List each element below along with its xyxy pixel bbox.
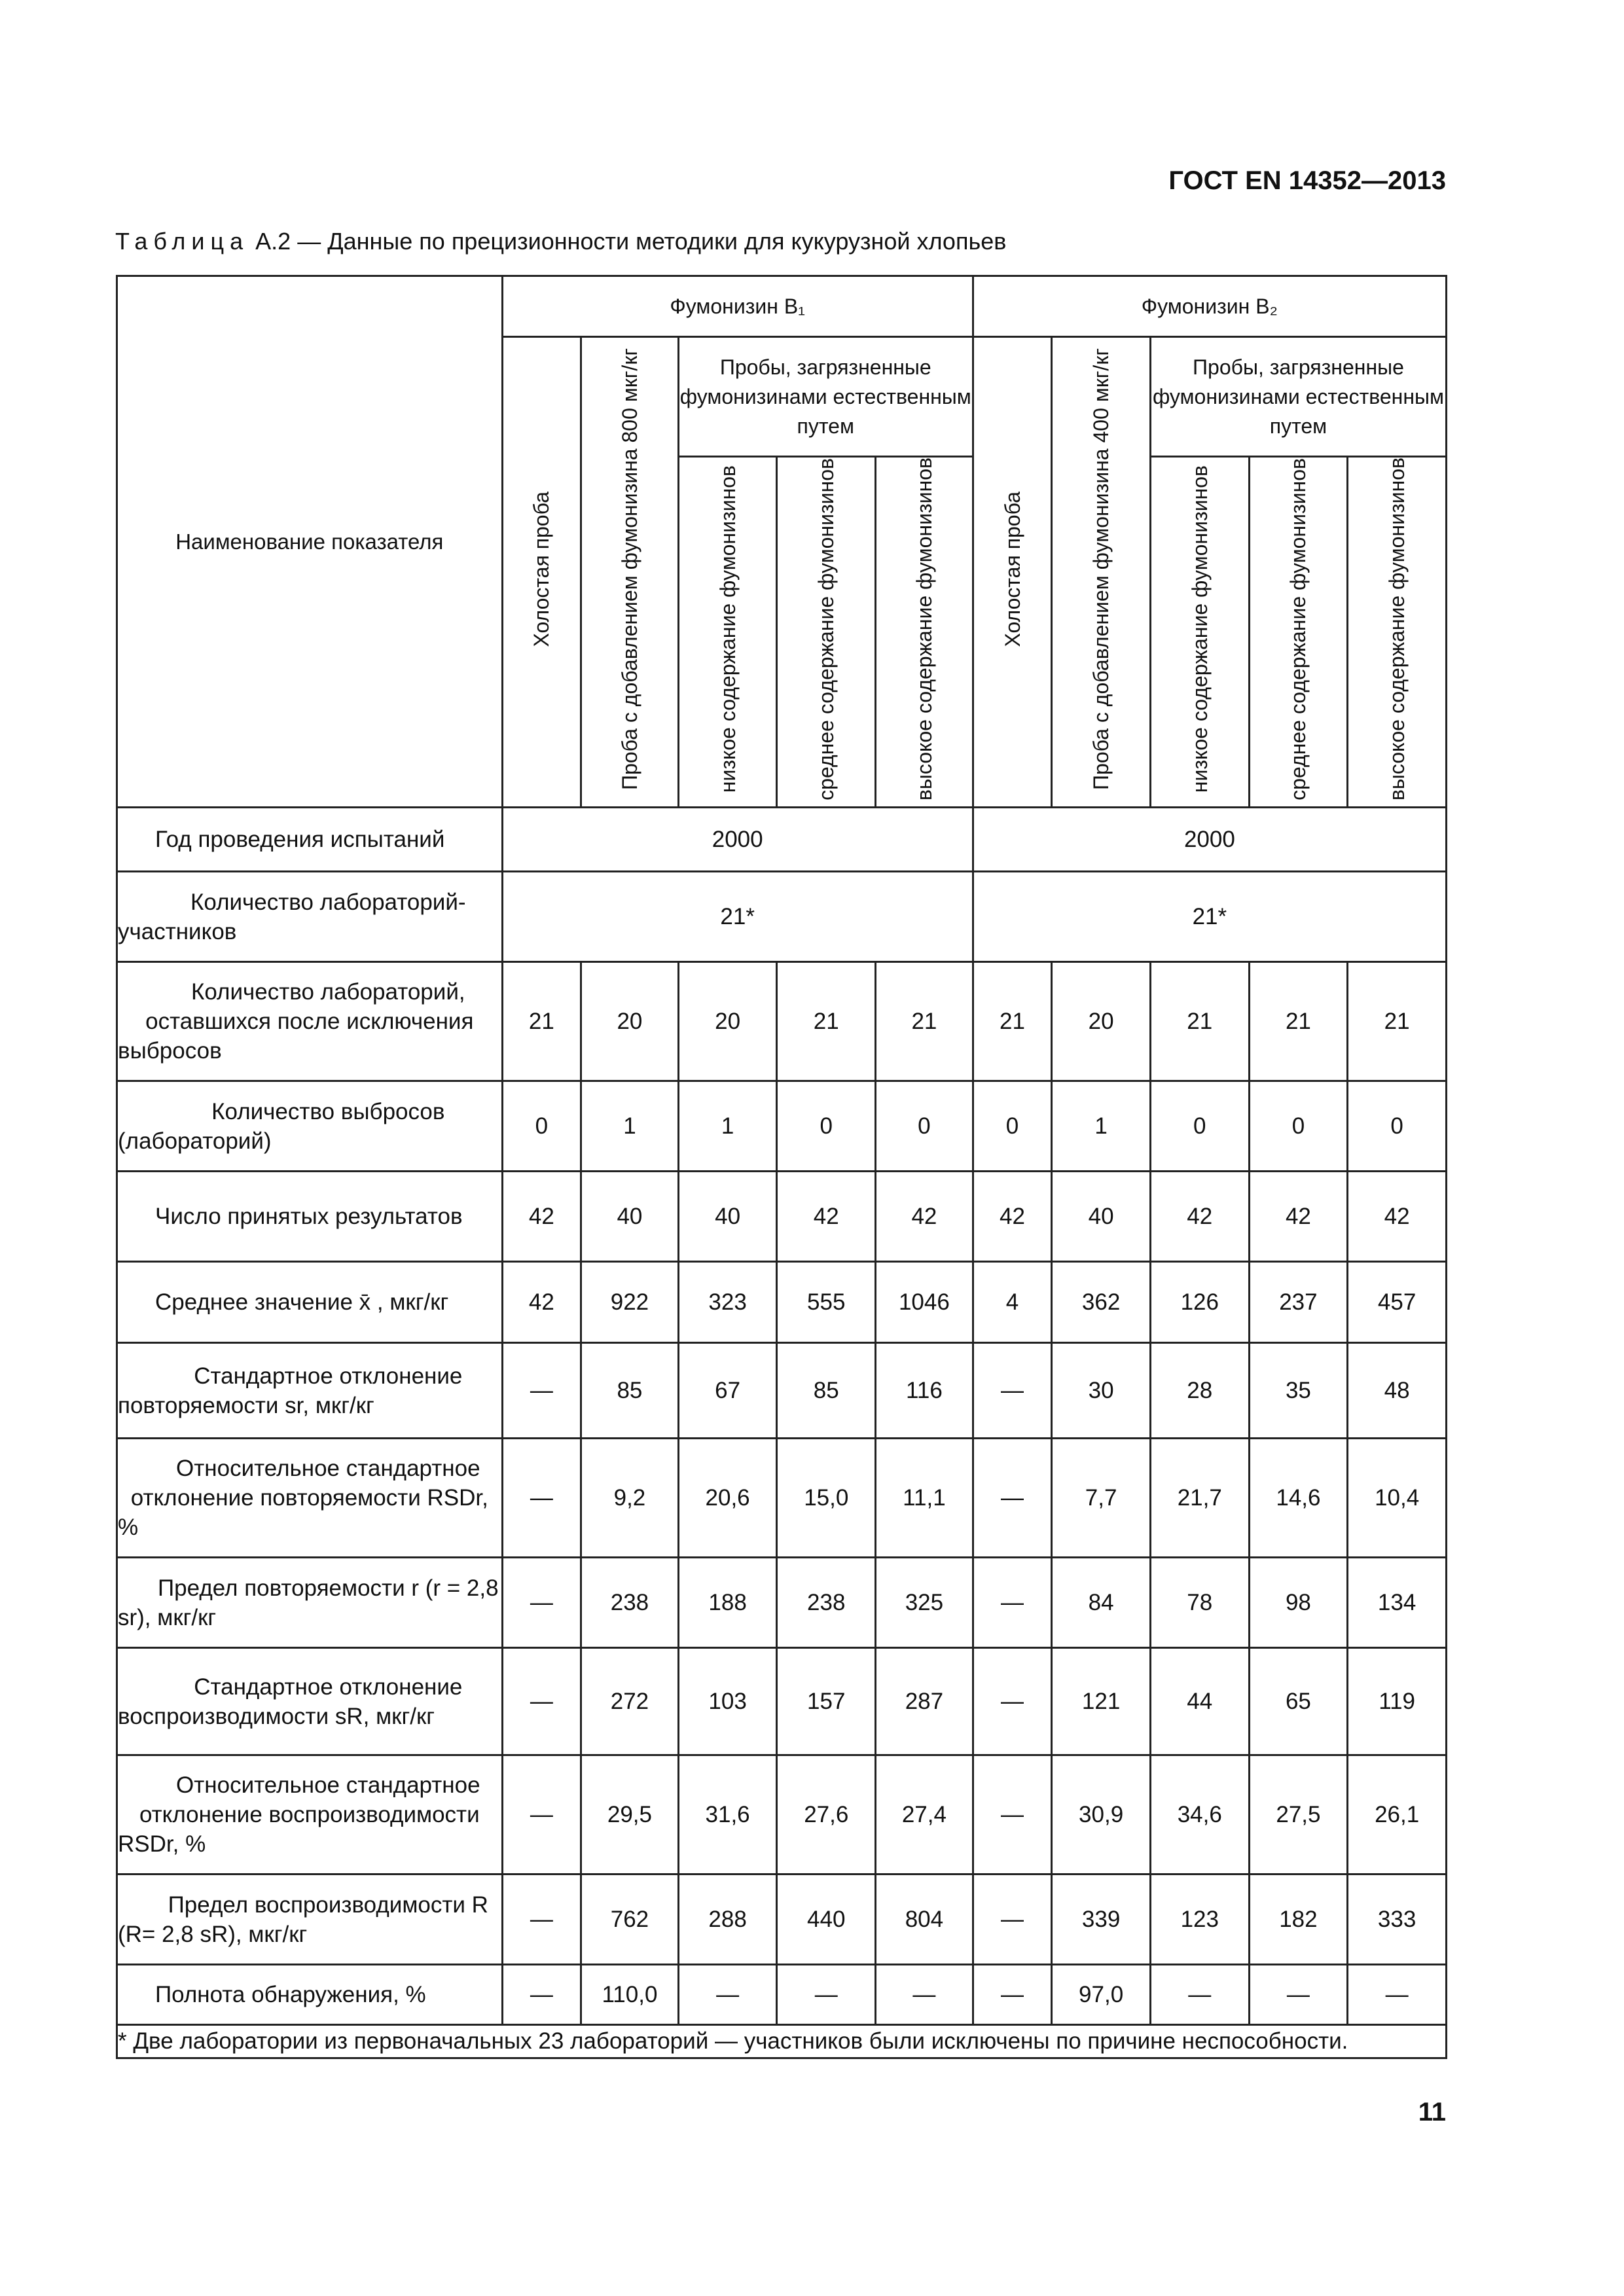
col-label: среднее содержание фумонизинов [814, 457, 839, 800]
natural-header-b2: Пробы, загрязненные фумонизинами естественным путем [1150, 337, 1446, 457]
table-cell: 2000 [502, 808, 973, 872]
table-cell: 21 [777, 962, 876, 1081]
row-label: Относительное стандартное отклонение воспроизводимости RSDr, % [117, 1755, 503, 1874]
table-cell: 0 [973, 1081, 1052, 1172]
table-cell: 4 [973, 1262, 1052, 1343]
table-cell: 123 [1150, 1874, 1249, 1965]
table-cell: 555 [777, 1262, 876, 1343]
col-label: низкое содержание фумонизинов [1187, 465, 1212, 793]
table-cell: 30,9 [1052, 1755, 1151, 1874]
table-cell: — [678, 1965, 777, 2025]
table-cell: — [973, 1755, 1052, 1874]
table-cell: — [973, 1558, 1052, 1648]
table-cell: 35 [1249, 1343, 1348, 1439]
row-label: Относительное стандартное отклонение повторяемости RSDr, % [117, 1439, 503, 1558]
table-cell: 362 [1052, 1262, 1151, 1343]
table-cell: 188 [678, 1558, 777, 1648]
table-cell: 457 [1348, 1262, 1447, 1343]
table-cell: — [973, 1965, 1052, 2025]
table-cell: 238 [581, 1558, 679, 1648]
table-cell: 1 [1052, 1081, 1151, 1172]
table-cell: 1 [678, 1081, 777, 1172]
table-cell: — [876, 1965, 973, 2025]
col-label: высокое содержание фумонизинов [912, 457, 936, 801]
table-cell: — [502, 1965, 581, 2025]
row-label: Стандартное отклонение повторяемости sr, мкг/кг [117, 1343, 503, 1439]
table-cell: 27,5 [1249, 1755, 1348, 1874]
table-cell: — [973, 1439, 1052, 1558]
corner-header: Наименование показателя [117, 276, 503, 808]
row-label: Среднее значение x̄ , мкг/кг [117, 1262, 503, 1343]
table-cell: 0 [502, 1081, 581, 1172]
col-header [678, 457, 777, 808]
col-header [1150, 457, 1249, 808]
table-cell: 65 [1249, 1648, 1348, 1755]
table-cell: 9,2 [581, 1439, 679, 1558]
table-cell: 98 [1249, 1558, 1348, 1648]
table-cell: — [502, 1343, 581, 1439]
precision-table [116, 275, 1447, 2059]
table-cell: — [1150, 1965, 1249, 2025]
table-cell: 42 [876, 1172, 973, 1262]
table-row [117, 1262, 1447, 1343]
table-cell: 29,5 [581, 1755, 679, 1874]
caption-prefix: Таблица [115, 228, 249, 255]
table-cell: 325 [876, 1558, 973, 1648]
table-cell: — [973, 1648, 1052, 1755]
table-cell: 21 [502, 962, 581, 1081]
table-cell: 333 [1348, 1874, 1447, 1965]
row-label: Стандартное отклонение воспроизводимости sR, мкг/кг [117, 1648, 503, 1755]
table-cell: 21* [973, 872, 1446, 962]
col-label: Холостая проба [1000, 491, 1024, 647]
table-cell: 7,7 [1052, 1439, 1151, 1558]
table-cell: 272 [581, 1648, 679, 1755]
table-cell: 287 [876, 1648, 973, 1755]
table-cell: 10,4 [1348, 1439, 1447, 1558]
table-cell: 288 [678, 1874, 777, 1965]
row-label: Полнота обнаружения, % [117, 1965, 503, 2025]
table-cell: — [502, 1874, 581, 1965]
table-cell: — [502, 1755, 581, 1874]
col-label: высокое содержание фумонизинов [1385, 457, 1409, 801]
table-cell: 922 [581, 1262, 679, 1343]
group-header-b1: Фумонизин В₁ [502, 276, 973, 337]
table-cell: 116 [876, 1343, 973, 1439]
table-cell: 28 [1150, 1343, 1249, 1439]
table-cell: 0 [1249, 1081, 1348, 1172]
col-header [1348, 457, 1447, 808]
table-cell: 21* [502, 872, 973, 962]
table-cell: 42 [1348, 1172, 1447, 1262]
table-cell: 67 [678, 1343, 777, 1439]
table-cell: 21 [1348, 962, 1447, 1081]
table-cell: 20 [1052, 962, 1151, 1081]
table-cell: 0 [876, 1081, 973, 1172]
table-cell: 78 [1150, 1558, 1249, 1648]
group-header-b2: Фумонизин В₂ [973, 276, 1446, 337]
col-label: Проба с добавлением фумонизина 400 мкг/кг [1089, 348, 1113, 791]
table-row [117, 1874, 1447, 1965]
table-cell: 804 [876, 1874, 973, 1965]
page-number: 11 [1418, 2098, 1446, 2126]
col-header [581, 337, 679, 808]
table-cell: 21 [973, 962, 1052, 1081]
table-cell: 1 [581, 1081, 679, 1172]
row-label: Год проведения испытаний [117, 808, 503, 872]
table-cell: 121 [1052, 1648, 1151, 1755]
col-header [876, 457, 973, 808]
footnote: * Две лаборатории из первоначальных 23 лабораторий — участников были исключены по причине неспособности. [117, 2025, 1447, 2058]
natural-header-b1: Пробы, загрязненные фумонизинами естественным путем [678, 337, 973, 457]
table-cell: 34,6 [1150, 1755, 1249, 1874]
row-label: Предел воспроизводимости R (R= 2,8 sR), мкг/кг [117, 1874, 503, 1965]
table-cell: 21 [1249, 962, 1348, 1081]
table-cell: 44 [1150, 1648, 1249, 1755]
table-cell: 26,1 [1348, 1755, 1447, 1874]
table-cell: 20 [581, 962, 679, 1081]
table-cell: 20 [678, 962, 777, 1081]
table-cell: 0 [777, 1081, 876, 1172]
table-cell: 27,6 [777, 1755, 876, 1874]
table-cell: 42 [973, 1172, 1052, 1262]
col-label: Холостая проба [530, 491, 554, 647]
table-cell: 84 [1052, 1558, 1151, 1648]
table-cell: 1046 [876, 1262, 973, 1343]
table-cell: 27,4 [876, 1755, 973, 1874]
table-cell: 119 [1348, 1648, 1447, 1755]
footnote-row [117, 2025, 1447, 2058]
row-label: Количество выбросов (лабораторий) [117, 1081, 503, 1172]
table-cell: — [1348, 1965, 1447, 2025]
table-cell: 126 [1150, 1262, 1249, 1343]
col-header [502, 337, 581, 808]
col-label: Проба с добавлением фумонизина 800 мкг/кг [617, 348, 641, 791]
table-cell: 440 [777, 1874, 876, 1965]
table-cell: 97,0 [1052, 1965, 1151, 2025]
table-cell: 14,6 [1249, 1439, 1348, 1558]
table-cell: 42 [502, 1172, 581, 1262]
col-label: среднее содержание фумонизинов [1286, 457, 1310, 800]
row-label: Количество лабораторий, оставшихся после исключения выбросов [117, 962, 503, 1081]
table-row [117, 1648, 1447, 1755]
row-label: Количество лабораторий-участников [117, 872, 503, 962]
table-cell: — [777, 1965, 876, 2025]
table-cell: — [973, 1343, 1052, 1439]
table-cell: — [973, 1874, 1052, 1965]
table-cell: 134 [1348, 1558, 1447, 1648]
table-cell: 48 [1348, 1343, 1447, 1439]
table-cell: — [502, 1439, 581, 1558]
data-rows [117, 962, 1447, 2025]
caption-title: — Данные по прецизионности методики для кукурузной хлопьев [297, 228, 1007, 255]
table-cell: 31,6 [678, 1755, 777, 1874]
table-cell: 762 [581, 1874, 679, 1965]
table-cell: 30 [1052, 1343, 1151, 1439]
table-cell: 40 [678, 1172, 777, 1262]
table-cell: 42 [1150, 1172, 1249, 1262]
table-cell: 237 [1249, 1262, 1348, 1343]
table-cell: 21 [1150, 962, 1249, 1081]
table-cell: 21 [876, 962, 973, 1081]
standard-designation: ГОСТ EN 14352—2013 [1168, 166, 1446, 195]
table-row [117, 1755, 1447, 1874]
table-row [117, 1965, 1447, 2025]
table-cell: 2000 [973, 808, 1446, 872]
table-cell: — [1249, 1965, 1348, 2025]
table-cell: 110,0 [581, 1965, 679, 2025]
table-row [117, 1439, 1447, 1558]
table-row [117, 872, 1447, 962]
table-cell: 238 [777, 1558, 876, 1648]
table-cell: 20,6 [678, 1439, 777, 1558]
table-cell: 323 [678, 1262, 777, 1343]
table-cell: 182 [1249, 1874, 1348, 1965]
table-cell: 0 [1150, 1081, 1249, 1172]
table-cell: 42 [502, 1262, 581, 1343]
table-cell: 0 [1348, 1081, 1447, 1172]
col-label: низкое содержание фумонизинов [715, 465, 740, 793]
table-row [117, 1343, 1447, 1439]
col-header [777, 457, 876, 808]
table-row [117, 808, 1447, 872]
table-cell: 15,0 [777, 1439, 876, 1558]
table-cell: 21,7 [1150, 1439, 1249, 1558]
table-cell: 11,1 [876, 1439, 973, 1558]
table-cell: 40 [581, 1172, 679, 1262]
table-cell: 103 [678, 1648, 777, 1755]
table-row [117, 1081, 1447, 1172]
table-cell: 339 [1052, 1874, 1151, 1965]
table-cell: 40 [1052, 1172, 1151, 1262]
table-cell: 42 [777, 1172, 876, 1262]
row-label: Предел повторяемости r (r = 2,8 sr), мкг/кг [117, 1558, 503, 1648]
table-cell: 85 [581, 1343, 679, 1439]
table-cell: 157 [777, 1648, 876, 1755]
col-header [1249, 457, 1348, 808]
table-cell: 42 [1249, 1172, 1348, 1262]
table-cell: — [502, 1648, 581, 1755]
table-row [117, 1172, 1447, 1262]
table-caption [115, 228, 1006, 255]
col-header [1052, 337, 1151, 808]
table-cell: — [502, 1558, 581, 1648]
table-row [117, 962, 1447, 1081]
caption-number: А.2 [255, 228, 291, 255]
row-label: Число принятых результатов [117, 1172, 503, 1262]
table-cell: 85 [777, 1343, 876, 1439]
col-header [973, 337, 1052, 808]
table-row [117, 1558, 1447, 1648]
